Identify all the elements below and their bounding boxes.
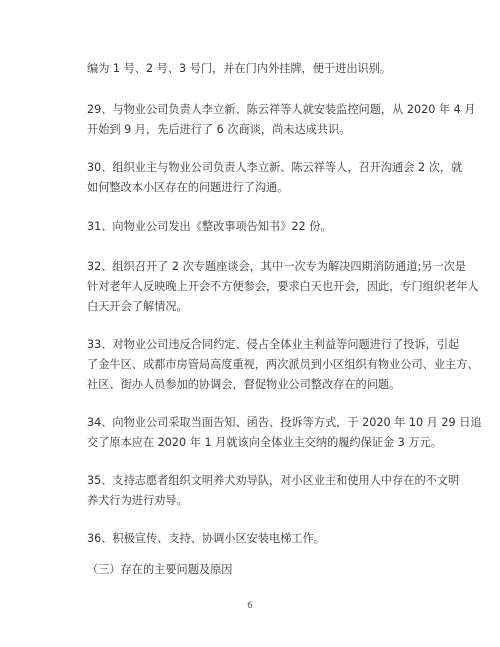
paragraph-item-36 (87, 529, 427, 549)
paragraph-item-32 (87, 257, 479, 317)
section-heading (87, 560, 427, 580)
paragraph-line: 30、组织业主与物业公司负责人李立新、陈云祥等人，召开沟通会 2 次，就 (87, 161, 463, 174)
paragraph-line: 34、向物业公司采取当面告知、函告、投诉等方式，于 2020 年 10 月 29 日追 (87, 416, 482, 429)
paragraph-line: 开始到 9 月，先后进行了 6 次商谈，尚未达成共识。 (87, 123, 351, 136)
paragraph-line: 35、支持志愿者组织文明养犬劝导队，对小区业主和使用人中存在的不文明 (87, 474, 460, 487)
paragraph-line: 33、对物业公司违反合同约定、侵占全体业主利益等问题进行了投诉，引起 (87, 338, 460, 351)
paragraph-line: 养犬行为进行劝导。 (87, 494, 188, 507)
paragraph-line: 31、向物业公司发出《整改事项告知书》22 份。 (87, 220, 332, 233)
paragraph-line: 29、与物业公司负责人李立新、陈云祥等人就安装监控问题，从 2020 年 4 月 (87, 103, 476, 116)
section-heading-text: （三）存在的主要问题及原因 (87, 563, 233, 576)
paragraph-item-31 (87, 217, 427, 237)
paragraph-line: 交了原本应在 2020 年 1 月就该向全体业主交纳的履约保证金 3 万元。 (87, 436, 442, 449)
paragraph-line: 编为 1 号、2 号、3 号门，并在门内外挂牌，便于进出识别。 (87, 62, 392, 75)
paragraph-line: 36、积极宣传、支持、协调小区安装电梯工作。 (87, 532, 325, 545)
paragraph-item-30 (87, 158, 463, 198)
paragraph-item-35 (87, 471, 460, 511)
page-number: 6 (247, 601, 253, 611)
paragraph-line: 32、组织召开了 2 次专题座谈会，其中一次专为解决四期消防通道;另一次是 (87, 260, 467, 273)
paragraph-item-34 (87, 413, 482, 453)
paragraph-item-33 (87, 335, 479, 395)
paragraph-line: 白天开会了解情况。 (87, 300, 188, 313)
paragraph-item-numbering-continuation (87, 59, 427, 79)
paragraph-line: 了金牛区、成都市房管局高度重视，两次派员到小区组织有物业公司、业主方、 (87, 358, 479, 371)
paragraph-item-29 (87, 100, 476, 140)
paragraph-line: 社区、街办人员参加的协调会，督促物业公司整改存在的问题。 (87, 378, 401, 391)
paragraph-line: 针对老年人反映晚上开会不方便参会，要求白天也开会，因此，专门组织老年人 (87, 280, 479, 293)
paragraph-line: 如何整改本小区存在的问题进行了沟通。 (87, 181, 289, 194)
